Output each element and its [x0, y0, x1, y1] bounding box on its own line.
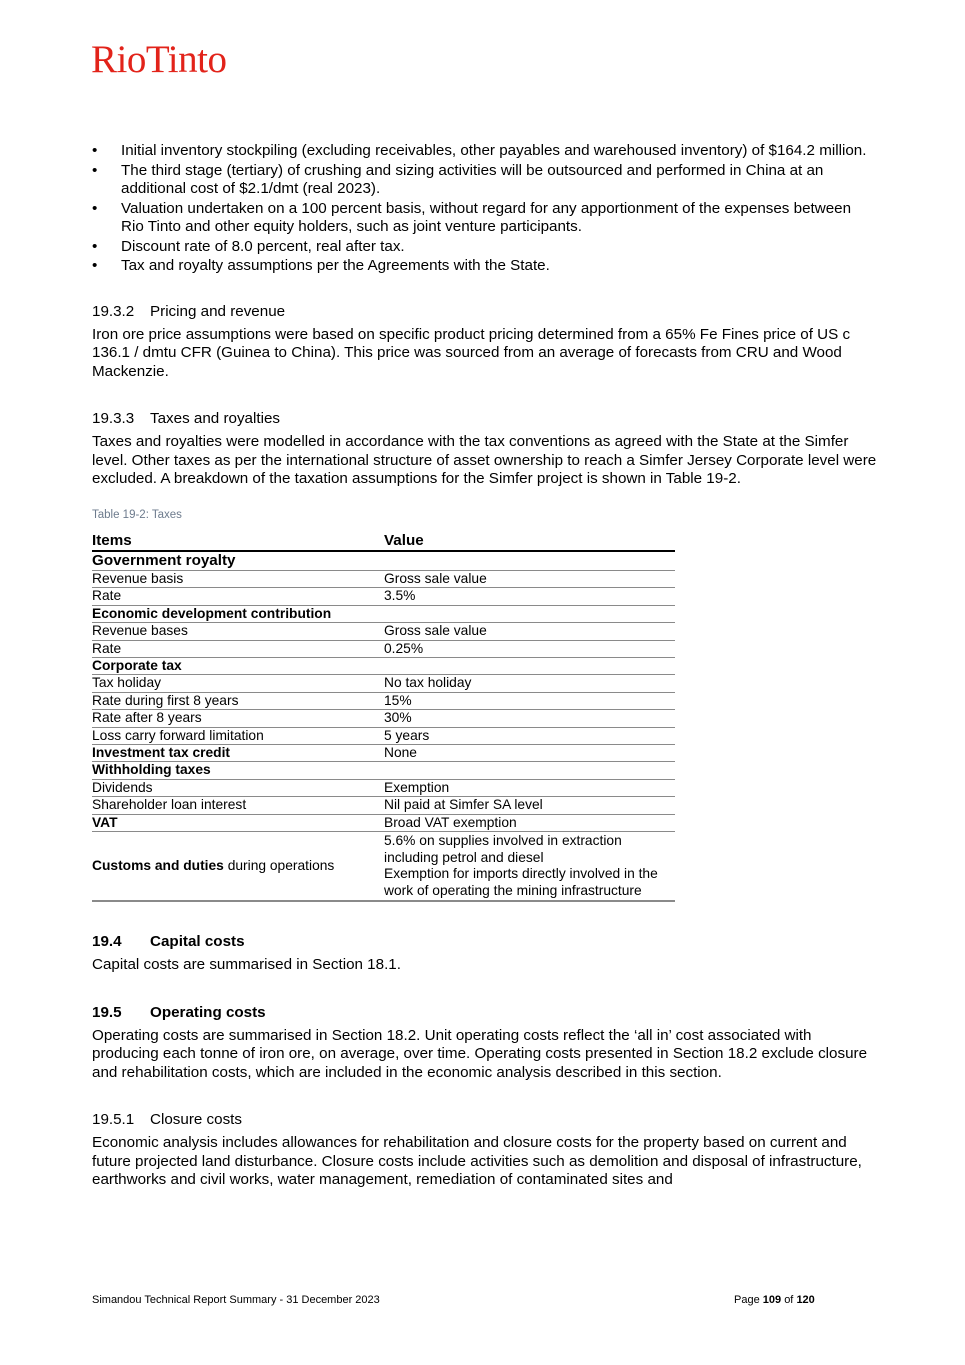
paragraph-closure-costs: Economic analysis includes allowances for rehabilitation and closure costs for the property based on current and future projected land disturbance. Closure costs include activities such as demolition and disposal of infrastructure, earthworks and civil works, water management, remediation of contaminated sites and: [92, 1134, 862, 1189]
row-value: [384, 832, 675, 902]
table-row: [92, 832, 675, 902]
section-title: Taxes and royalties: [150, 410, 281, 427]
section-number: 19.3.3: [92, 410, 135, 427]
table-header-row: [92, 532, 675, 551]
table-row: [92, 675, 675, 692]
section-title: Operating costs: [150, 1003, 266, 1021]
group-label: Economic development contribution: [92, 605, 384, 622]
taxes-table: [92, 532, 675, 903]
table-row: [92, 797, 675, 814]
row-item: Loss carry forward limitation: [92, 727, 384, 744]
table-caption: Table 19-2: Taxes: [92, 508, 182, 521]
section-number: 19.5: [92, 1003, 122, 1021]
table-row: [92, 571, 675, 588]
table-row: [92, 710, 675, 727]
table-row: [92, 588, 675, 605]
section-title: Closure costs: [150, 1111, 243, 1129]
list-item: • Valuation undertaken on a 100 percent basis, without regard for any apportionment of the expenses between Rio Tinto and other equity holders, such as joint venture participants.: [92, 200, 877, 237]
paragraph-operating-costs: Operating costs are summarised in Section 18.2. Unit operating costs reflect the ‘all in’ cost associated with producing each tonne of iron ore, on average, over time. Operating costs presented in Section 18.2 exclude closure and rehabilitation costs, which are included in the economic analysis described in this section.: [92, 1026, 868, 1081]
table-row: [92, 814, 675, 831]
section-number: 19.4: [92, 933, 122, 951]
table-group-row: [92, 762, 675, 779]
table-row: [92, 623, 675, 640]
list-item: • The third stage (tertiary) of crushing and sizing activities will be outsourced and performed in China at an additional cost of $2.1/dmt (real 2023).: [92, 162, 877, 199]
heading-19-3-3: [92, 409, 877, 428]
row-item: VAT: [92, 814, 384, 831]
page-current: 109: [762, 1294, 782, 1306]
row-item: Tax holiday: [92, 675, 384, 692]
group-label: Withholding taxes: [92, 762, 384, 779]
row-value-line: 5.6% on supplies involved in extraction including petrol and diesel: [384, 833, 622, 865]
row-value: Gross sale value: [384, 623, 675, 640]
row-value: 15%: [384, 692, 675, 709]
section-title: Pricing and revenue: [150, 302, 286, 320]
heading-19-5: [92, 1003, 877, 1022]
row-item: Rate during first 8 years: [92, 692, 384, 709]
section-number: 19.5.1: [92, 1111, 135, 1129]
row-item: Rate: [92, 640, 384, 657]
table-group-row: [92, 605, 675, 622]
list-item: • Tax and royalty assumptions per the Agreements with the State.: [92, 257, 877, 276]
table-row: [92, 640, 675, 657]
row-item: Revenue basis: [92, 571, 384, 588]
heading-19-4: [92, 932, 877, 951]
column-header-value: Value: [384, 532, 675, 551]
heading-19-5-1: [92, 1110, 877, 1129]
column-header-items: Items: [92, 532, 384, 551]
page-content: [92, 142, 877, 1190]
row-value: 5 years: [384, 727, 675, 744]
row-item-rest: during operations: [223, 857, 335, 873]
row-item: Rate: [92, 588, 384, 605]
row-item: Investment tax credit: [92, 745, 384, 762]
footer-report-title: Simandou Technical Report Summary - 31 December 2023: [92, 1294, 380, 1306]
table-row: [92, 692, 675, 709]
row-value: Gross sale value: [384, 571, 675, 588]
row-item: Rate after 8 years: [92, 710, 384, 727]
paragraph-capital-costs: Capital costs are summarised in Section 18.1.: [92, 956, 401, 974]
footer-page-number: [734, 1294, 815, 1306]
row-item: Dividends: [92, 779, 384, 796]
row-item: Revenue bases: [92, 623, 384, 640]
list-item: • Initial inventory stockpiling (excluding receivables, other payables and warehoused inventory) of $164.2 million.: [92, 142, 877, 161]
page-total: 120: [796, 1294, 815, 1306]
row-value: Broad VAT exemption: [384, 814, 675, 831]
row-value: No tax holiday: [384, 675, 675, 692]
row-item-bold: Customs and duties: [92, 857, 224, 873]
heading-19-3-2: [92, 302, 877, 321]
row-value: Nil paid at Simfer SA level: [384, 797, 675, 814]
table-group-row: [92, 658, 675, 675]
section-number: 19.3.2: [92, 302, 135, 320]
section-title: Capital costs: [150, 933, 245, 951]
row-value: 30%: [384, 710, 675, 727]
table-row: [92, 779, 675, 796]
table-group-row: [92, 551, 675, 571]
row-item: [92, 832, 384, 902]
page-label: Page: [734, 1294, 760, 1306]
assumption-list: [92, 142, 877, 276]
paragraph-pricing: Iron ore price assumptions were based on specific product pricing determined from a 65% Fe Fines price of US c 136.1 / dmtu CFR (Guinea to China). This price was sourced from an average of forecasts from CRU and Wood Mackenzie.: [92, 325, 851, 380]
table-row: [92, 745, 675, 762]
rio-tinto-logo: RioTinto: [91, 38, 227, 81]
list-item: • Discount rate of 8.0 percent, real after tax.: [92, 238, 877, 257]
row-value: 0.25%: [384, 640, 675, 657]
paragraph-taxes: Taxes and royalties were modelled in accordance with the tax conventions as agreed with the State at the Simfer level. Other taxes as per the international structure of asset ownership to reach a Simfer Jersey Corporate level were excluded. A breakdown of the taxation assumptions for the Simfer project is shown in Table 19-2.: [92, 433, 877, 487]
group-label: Government royalty: [92, 551, 384, 571]
row-item: Shareholder loan interest: [92, 797, 384, 814]
row-value: None: [384, 745, 675, 762]
of-label: of: [784, 1294, 794, 1306]
row-value: 3.5%: [384, 588, 675, 605]
group-label: Corporate tax: [92, 658, 384, 675]
row-value: Exemption: [384, 779, 675, 796]
table-row: [92, 727, 675, 744]
row-value-line: Exemption for imports directly involved in the work of operating the mining infrastructure: [384, 866, 658, 898]
